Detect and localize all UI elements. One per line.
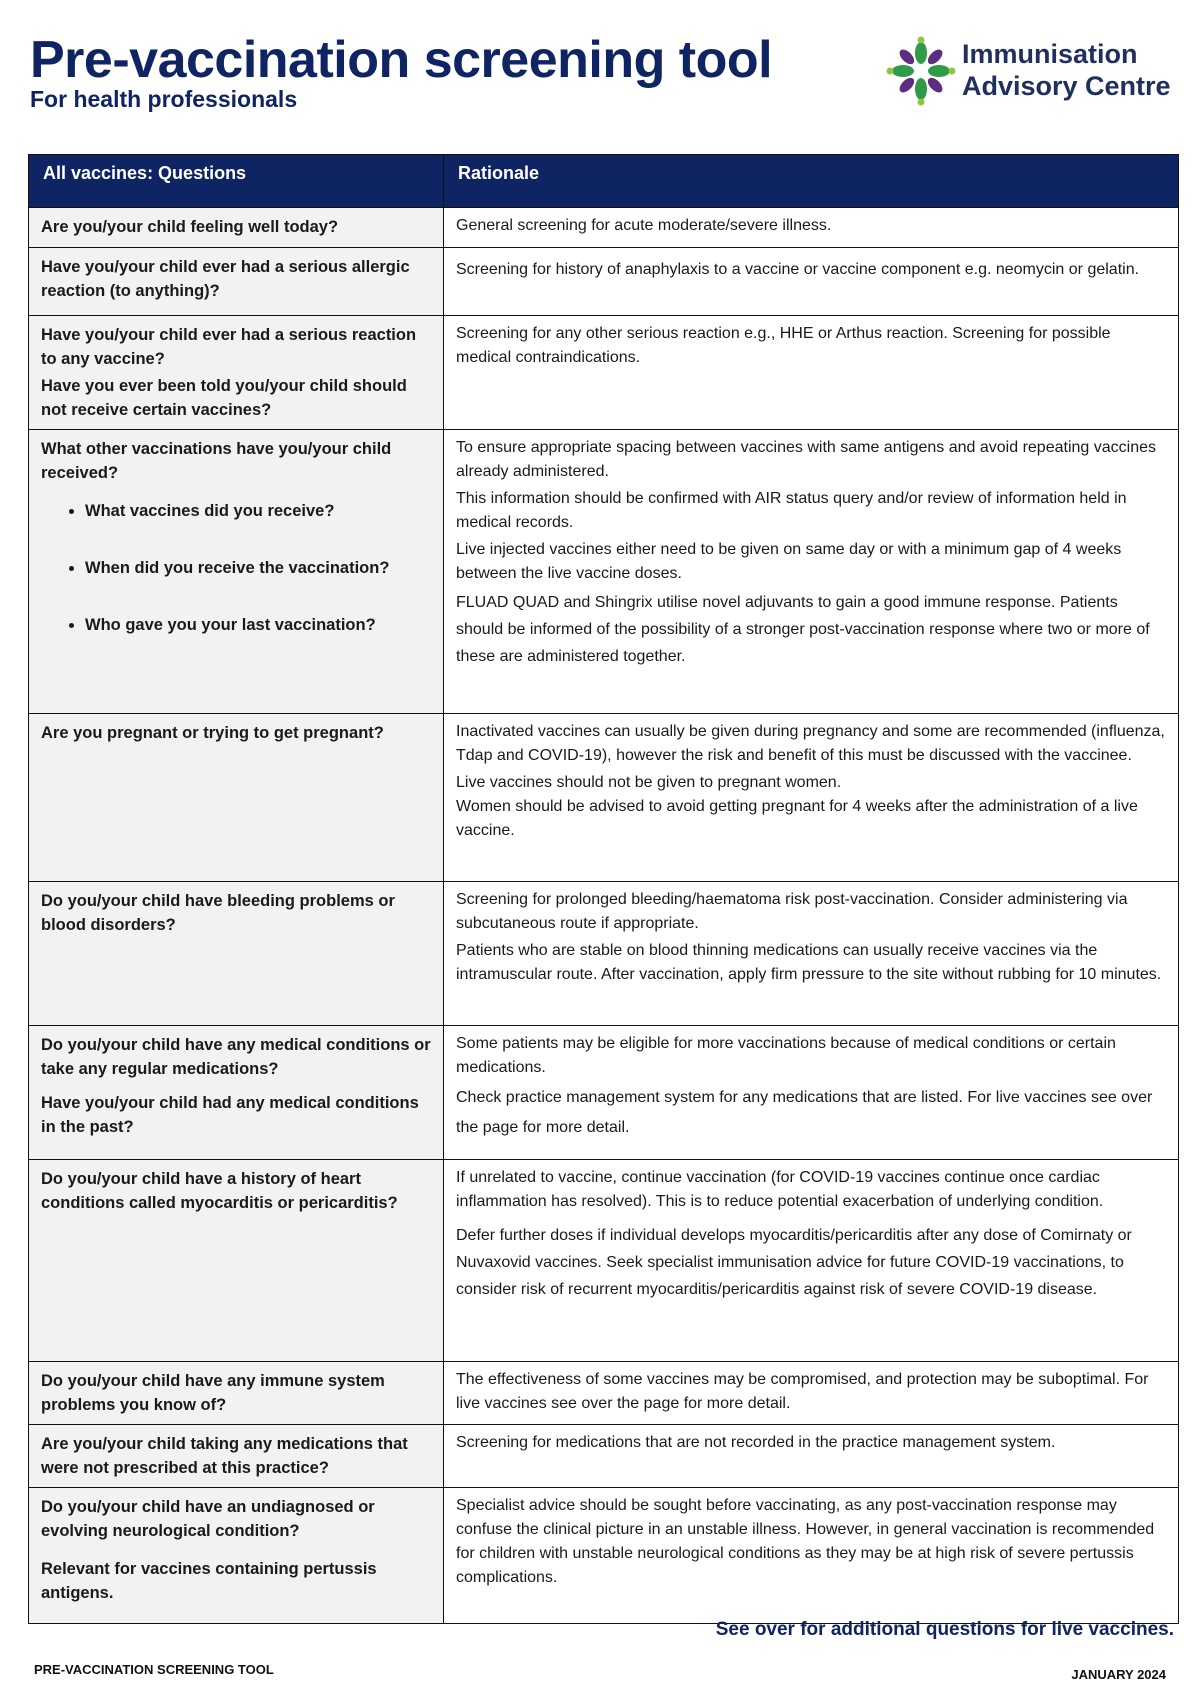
rationale-cell (444, 882, 1179, 1026)
question-text: Do you/your child have an undiagnosed or evolving neurological condition? (41, 1498, 375, 1540)
question-text: Do you/your child have bleeding problems or blood disorders? (41, 892, 395, 934)
table-row (29, 1160, 1179, 1362)
table-header-row (29, 155, 1179, 208)
immunisation-flower-icon (886, 36, 956, 106)
logo-line-2: Advisory Centre (962, 71, 1171, 101)
question-text: Have you ever been told you/your child should not receive certain vaccines? (41, 377, 407, 419)
question-text: Are you/your child taking any medications that were not prescribed at this practice? (41, 1435, 408, 1477)
page-subtitle: For health professionals (30, 86, 298, 112)
question-text: Have you/your child ever had a serious allergic reaction (to anything)? (41, 258, 410, 300)
logo-wordmark (962, 38, 1171, 102)
table-row (29, 1362, 1179, 1425)
question-cell (29, 1425, 444, 1488)
question-cell (29, 714, 444, 882)
rationale-text: Check practice management system for any medications that are listed. For live vaccines see over the page for more detail. (456, 1089, 1153, 1136)
table-row (29, 316, 1179, 430)
page-title: Pre-vaccination screening tool (30, 31, 773, 89)
footer-date: JANUARY 2024 (1071, 1667, 1166, 1682)
question-cell (29, 430, 444, 714)
table-row (29, 714, 1179, 882)
question-text: Do you/your child have any immune system problems you know of? (41, 1372, 385, 1414)
question-cell (29, 1160, 444, 1362)
rationale-cell (444, 430, 1179, 714)
question-text: What other vaccinations have you/your child received? (41, 440, 392, 482)
rationale-cell (444, 714, 1179, 882)
rationale-text: Screening for any other serious reaction e.g., HHE or Arthus reaction. Screening for possible medical contraindications. (456, 325, 1111, 366)
rationale-text: Inactivated vaccines can usually be given during pregnancy and some are recommended (influenza, Tdap and COVID-19), however the risk and benefit of this must be discussed with the vaccinee. (456, 723, 1165, 764)
rationale-cell (444, 248, 1179, 316)
footer-document-name: PRE-VACCINATION SCREENING TOOL (34, 1662, 274, 1677)
table-row (29, 1488, 1179, 1624)
rationale-text: Women should be advised to avoid getting pregnant for 4 weeks after the administration of a live vaccine. (456, 798, 1138, 839)
rationale-cell (444, 1026, 1179, 1160)
rationale-text: General screening for acute moderate/severe illness. (456, 217, 832, 234)
question-text: Are you/your child feeling well today? (41, 218, 339, 236)
question-note: Relevant for vaccines containing pertussis antigens. (41, 1560, 377, 1602)
question-text: Do you/your child have a history of heart conditions called myocarditis or pericarditis? (41, 1170, 398, 1212)
question-cell (29, 248, 444, 316)
list-item: • When did you receive the vaccination? (85, 556, 431, 580)
rationale-text: This information should be confirmed with AIR status query and/or review of information held in medical records. (456, 490, 1127, 531)
question-cell (29, 208, 444, 248)
table-row (29, 208, 1179, 248)
rationale-cell (444, 1362, 1179, 1425)
rationale-text: Defer further doses if individual develops myocarditis/pericarditis after any dose of Comirnaty or Nuvaxovid vaccines. Seek specialist immunisation advice for future COVID-19 vaccinations, to consider risk of recurrent myocarditis/pericarditis against risk of severe COVID-19 disease. (456, 1227, 1132, 1298)
list-item: • Who gave you your last vaccination? (85, 613, 431, 637)
question-cell (29, 1026, 444, 1160)
rationale-cell (444, 1488, 1179, 1624)
list-item: • What vaccines did you receive? (85, 499, 431, 523)
rationale-text: Live injected vaccines either need to be given on same day or with a minimum gap of 4 weeks between the live vaccine doses. (456, 541, 1122, 582)
rationale-text: The effectiveness of some vaccines may be compromised, and protection may be suboptimal. For live vaccines see over the page for more detail. (456, 1371, 1149, 1412)
rationale-cell (444, 316, 1179, 430)
question-text: Do you/your child have any medical conditions or take any regular medications? (41, 1036, 431, 1078)
table-row (29, 882, 1179, 1026)
rationale-text: Screening for prolonged bleeding/haematoma risk post-vaccination. Consider administering via subcutaneous route if appropriate. (456, 891, 1128, 932)
rationale-text: Patients who are stable on blood thinning medications can usually receive vaccines via the intramuscular route. After vaccination, apply firm pressure to the site without rubbing for 10 minutes. (456, 942, 1162, 983)
questions-column-header: All vaccines: Questions (29, 155, 444, 208)
question-cell (29, 316, 444, 430)
rationale-cell (444, 1425, 1179, 1488)
rationale-text: To ensure appropriate spacing between vaccines with same antigens and avoid repeating vaccines already administered. (456, 439, 1156, 480)
rationale-column-header: Rationale (444, 155, 1179, 208)
rationale-text: FLUAD QUAD and Shingrix utilise novel adjuvants to gain a good immune response. Patients should be informed of the possibility of a stronger post-vaccination response where two or more of these are administered together. (456, 594, 1150, 665)
table-row (29, 248, 1179, 316)
rationale-text: If unrelated to vaccine, continue vaccination (for COVID-19 vaccines continue once cardiac inflammation has resolved). This is to reduce potential exacerbation of underlying condition. (456, 1169, 1104, 1210)
question-cell (29, 1362, 444, 1425)
question-cell (29, 1488, 444, 1624)
rationale-text: Some patients may be eligible for more vaccinations because of medical conditions or certain medications. (456, 1035, 1116, 1076)
iac-logo (886, 36, 1186, 110)
see-over-note: See over for additional questions for live vaccines. (715, 1619, 1174, 1640)
rationale-text: Screening for history of anaphylaxis to a vaccine or vaccine component e.g. neomycin or gelatin. (456, 261, 1140, 278)
rationale-cell (444, 1160, 1179, 1362)
rationale-text: Live vaccines should not be given to pregnant women. (456, 774, 842, 791)
question-text: Are you pregnant or trying to get pregnant? (41, 724, 384, 742)
rationale-cell (444, 208, 1179, 248)
logo-line-1: Immunisation (962, 39, 1138, 69)
screening-table (28, 154, 1179, 1624)
bullet-list (41, 499, 431, 637)
table-row (29, 430, 1179, 714)
question-text: Have you/your child ever had a serious reaction to any vaccine? (41, 326, 417, 368)
rationale-text: Specialist advice should be sought before vaccinating, as any post-vaccination response may confuse the clinical picture in an unstable illness. However, in general vaccination is recommended for children with unstable neurological conditions as they may be at high risk of severe pertussis complications. (456, 1497, 1155, 1586)
table-row (29, 1425, 1179, 1488)
question-text: Have you/your child had any medical conditions in the past? (41, 1094, 419, 1136)
rationale-text: Screening for medications that are not recorded in the practice management system. (456, 1434, 1056, 1451)
table-row (29, 1026, 1179, 1160)
question-cell (29, 882, 444, 1026)
